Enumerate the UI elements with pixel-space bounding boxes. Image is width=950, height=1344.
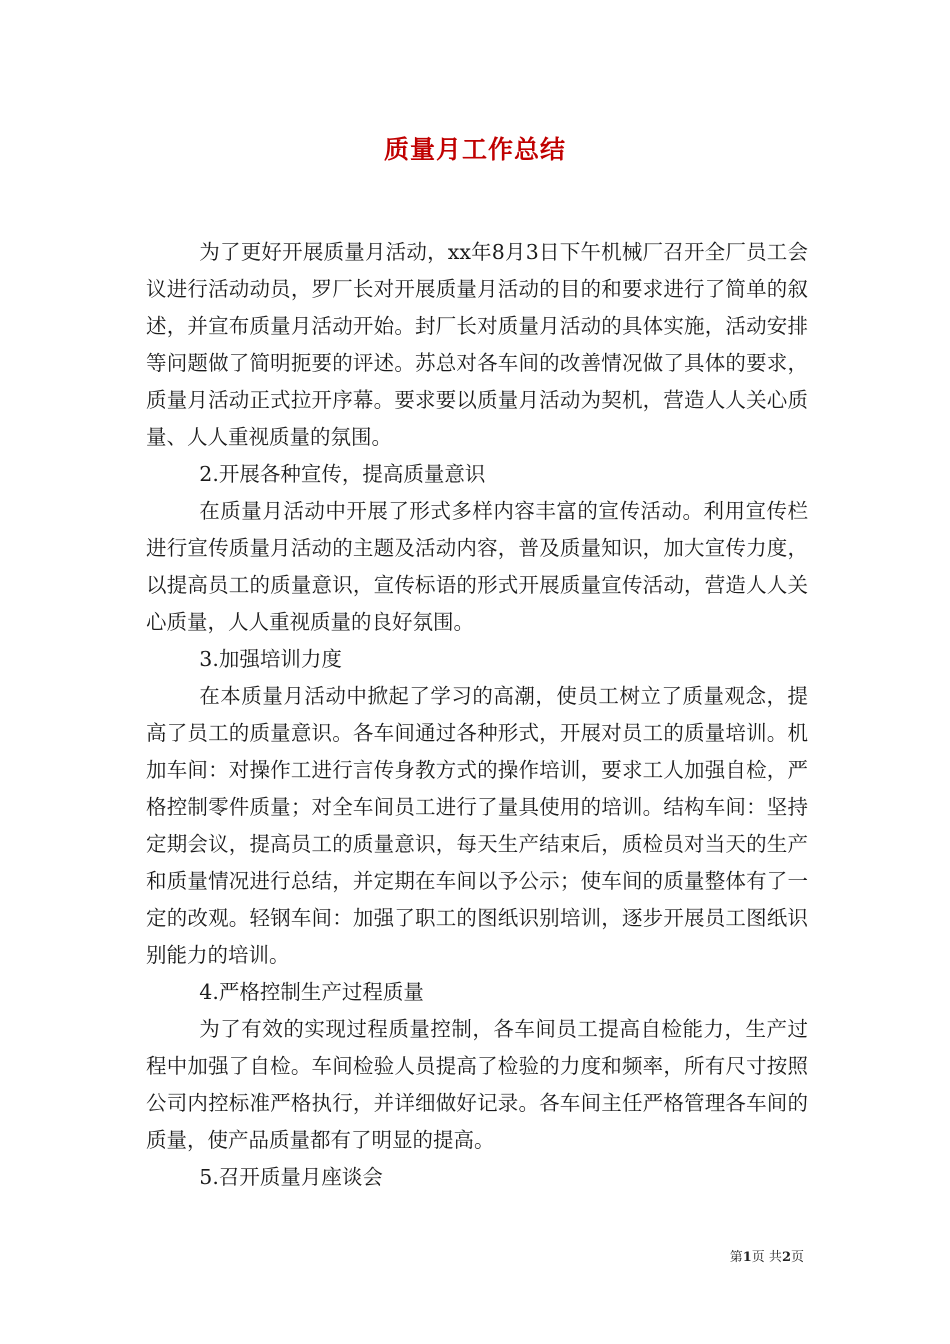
section-heading-5: 5.召开质量月座谈会 xyxy=(199,1165,383,1189)
paragraph-intro: 为了更好开展质量月活动，xx年8月3日下午机械厂召开全厂员工会议进行活动动员，罗厂长对开展质量月活动的目的和要求进行了简单的叙述，并宣布质量月活动开始。封厂长对质量月活动的具体实施，活动安排等问题做了简明扼要的评述。苏总对各车间的改善情况做了具体的要求，质量月活动正式拉开序幕。要求要以质量月活动为契机，营造人人关心质量、人人重视质量的氛围。 xyxy=(146,240,808,449)
document-body xyxy=(146,234,808,1196)
footer-middle: 页 共 xyxy=(751,1250,782,1265)
section-heading-3: 3.加强培训力度 xyxy=(199,647,342,671)
section-heading-4: 4.严格控制生产过程质量 xyxy=(199,980,424,1004)
paragraph-training: 在本质量月活动中掀起了学习的高潮，使员工树立了质量观念，提高了员工的质量意识。各车间通过各种形式，开展对员工的质量培训。机加车间：对操作工进行言传身教方式的操作培训，要求工人加强自检，严格控制零件质量；对全车间员工进行了量具使用的培训。结构车间：坚持定期会议，提高员工的质量意识，每天生产结束后，质检员对当天的生产和质量情况进行总结，并定期在车间以予公示；使车间的质量整体有了一定的改观。轻钢车间：加强了职工的图纸识别培训，逐步开展员工图纸识别能力的培训。 xyxy=(146,684,808,967)
footer-suffix: 页 xyxy=(790,1250,804,1265)
paragraph-process-control: 为了有效的实现过程质量控制，各车间员工提高自检能力，生产过程中加强了自检。车间检验人员提高了检验的力度和频率，所有尺寸按照公司内控标准严格执行，并详细做好记录。各车间主任严格管理各车间的质量，使产品质量都有了明显的提高。 xyxy=(146,1017,808,1152)
footer-current-page: 1 xyxy=(742,1250,752,1265)
paragraph-publicity: 在质量月活动中开展了形式多样内容丰富的宣传活动。利用宣传栏进行宣传质量月活动的主题及活动内容，普及质量知识，加大宣传力度，以提高员工的质量意识，宣传标语的形式开展质量宣传活动，营造人人关心质量，人人重视质量的良好氛围。 xyxy=(146,499,808,634)
footer-prefix: 第 xyxy=(729,1250,743,1265)
section-heading-2: 2.开展各种宣传，提高质量意识 xyxy=(199,462,486,486)
footer-total-pages: 2 xyxy=(781,1250,791,1265)
document-title: 质量月工作总结 xyxy=(383,135,566,164)
page-number-footer xyxy=(730,1246,804,1265)
